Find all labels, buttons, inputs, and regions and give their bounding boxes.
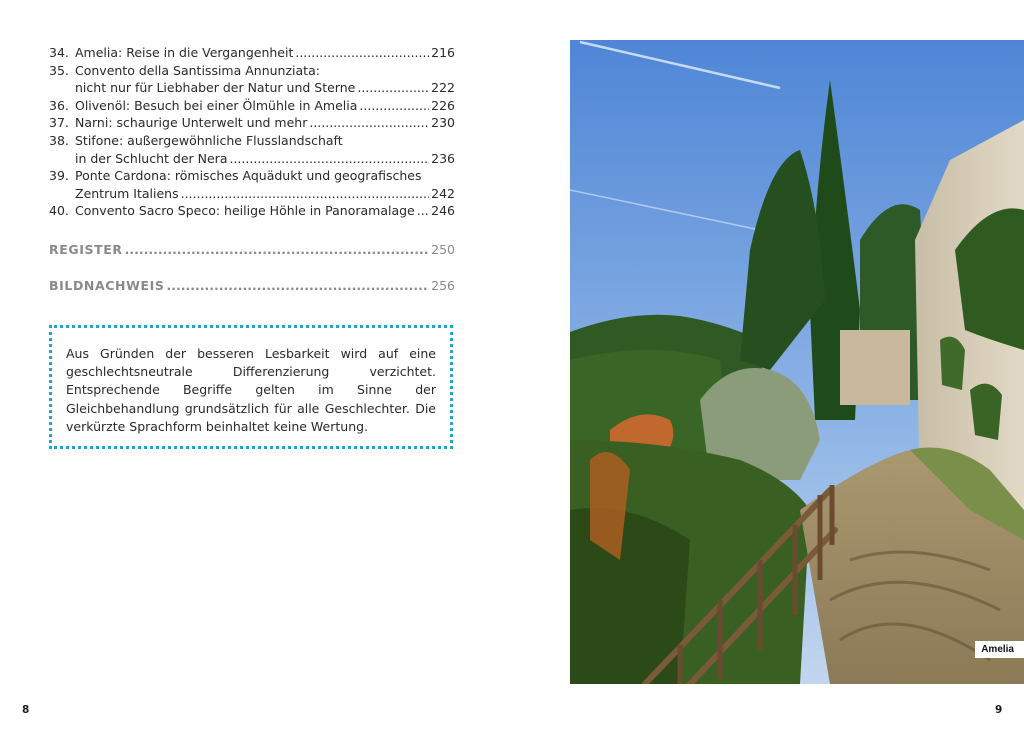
toc-entry-page: 216 [431, 45, 455, 60]
toc-entry[interactable] [49, 62, 455, 97]
toc-entry-title: Convento Sacro Speco: heilige Höhle in Panoramalage [75, 203, 415, 219]
toc-entry[interactable] [49, 114, 455, 132]
toc-entry-page: 236 [431, 150, 455, 166]
leader-dots [295, 44, 429, 62]
toc-entry-body [75, 202, 455, 220]
toc-entry-title: in der Schlucht der Nera [75, 150, 228, 166]
table-of-contents [49, 44, 455, 220]
toc-entry-body [75, 132, 455, 167]
toc-entry-body [75, 114, 455, 132]
leader-dots [166, 278, 429, 293]
note-box [49, 325, 453, 449]
toc-entry-line [75, 167, 455, 185]
toc-entry-title: Convento della Santissima Annunziata: [75, 62, 320, 78]
toc-entry-page: 242 [431, 185, 455, 201]
register-label: REGISTER [49, 242, 123, 257]
toc-entry-title: Ponte Cardona: römisches Aquädukt und geografisches [75, 168, 422, 184]
toc-entry-body [75, 44, 455, 62]
page-number-left: 8 [22, 704, 30, 716]
toc-entry-number: 40. [49, 203, 69, 219]
toc-entry[interactable] [49, 97, 455, 115]
leader-dots [417, 202, 429, 220]
leader-dots [181, 185, 430, 203]
toc-entry-title: Narni: schaurige Unterwelt und mehr [75, 115, 308, 131]
toc-entry[interactable] [49, 44, 455, 62]
toc-entry-number: 34. [49, 45, 69, 60]
toc-entry-number: 36. [49, 97, 69, 113]
toc-entry-body [75, 167, 455, 202]
toc-entry-line [75, 44, 455, 62]
toc-entry-line [75, 202, 455, 220]
toc-entry-page: 246 [431, 203, 455, 219]
toc-entry-title: nicht nur für Liebhaber der Natur und Sterne [75, 80, 356, 96]
toc-entry-title: Stifone: außergewöhnliche Flusslandschaft [75, 132, 343, 148]
leader-dots [359, 97, 429, 115]
toc-entry-page: 230 [431, 115, 455, 131]
toc-entry-body [75, 97, 455, 115]
toc-entry-line [75, 114, 455, 132]
toc-entry-title: Amelia: Reise in die Vergangenheit [75, 45, 294, 60]
toc-entry-page: 222 [431, 80, 455, 96]
toc-entry-title: Olivenöl: Besuch bei einer Ölmühle in Amelia [75, 97, 358, 113]
toc-entry-line [75, 79, 455, 97]
photo-caption: Amelia [975, 641, 1024, 658]
bildnachweis-label: BILDNACHWEIS [49, 278, 165, 293]
toc-bildnachweis[interactable] [49, 278, 455, 293]
note-text: Aus Gründen der besseren Lesbarkeit wird auf eine geschlechtsneutrale Differenzierung verzichtet. Entsprechende Begriffe gelten im Sinne der Gleichbehandlung grundsätzlich für alle Geschlechter. Die verkürzte Sprachform beinhaltet keine Wertung. [66, 346, 436, 434]
leader-dots [125, 242, 430, 257]
toc-entry-line [75, 132, 455, 150]
toc-entry[interactable] [49, 167, 455, 202]
toc-entry-line [75, 185, 455, 203]
leader-dots [357, 79, 429, 97]
register-page: 250 [431, 242, 455, 257]
toc-entry-title: Zentrum Italiens [75, 185, 179, 201]
toc-register[interactable] [49, 242, 455, 257]
toc-entry-body [75, 62, 455, 97]
toc-entry-number: 35. [49, 62, 69, 78]
toc-entry-number: 38. [49, 132, 69, 148]
toc-entry-page: 226 [431, 97, 455, 113]
page-number-right: 9 [995, 704, 1003, 716]
toc-entry-number: 39. [49, 168, 69, 184]
leader-dots [229, 150, 429, 168]
amelia-landscape-image [570, 40, 1024, 684]
toc-entry[interactable] [49, 202, 455, 220]
leader-dots [309, 114, 429, 132]
toc-entries [49, 44, 455, 220]
landscape-photo [570, 40, 1024, 684]
toc-entry[interactable] [49, 132, 455, 167]
toc-entry-line [75, 97, 455, 115]
toc-entry-line [75, 62, 455, 80]
toc-entry-number: 37. [49, 115, 69, 131]
toc-entry-line [75, 150, 455, 168]
bildnachweis-page: 256 [431, 278, 455, 293]
